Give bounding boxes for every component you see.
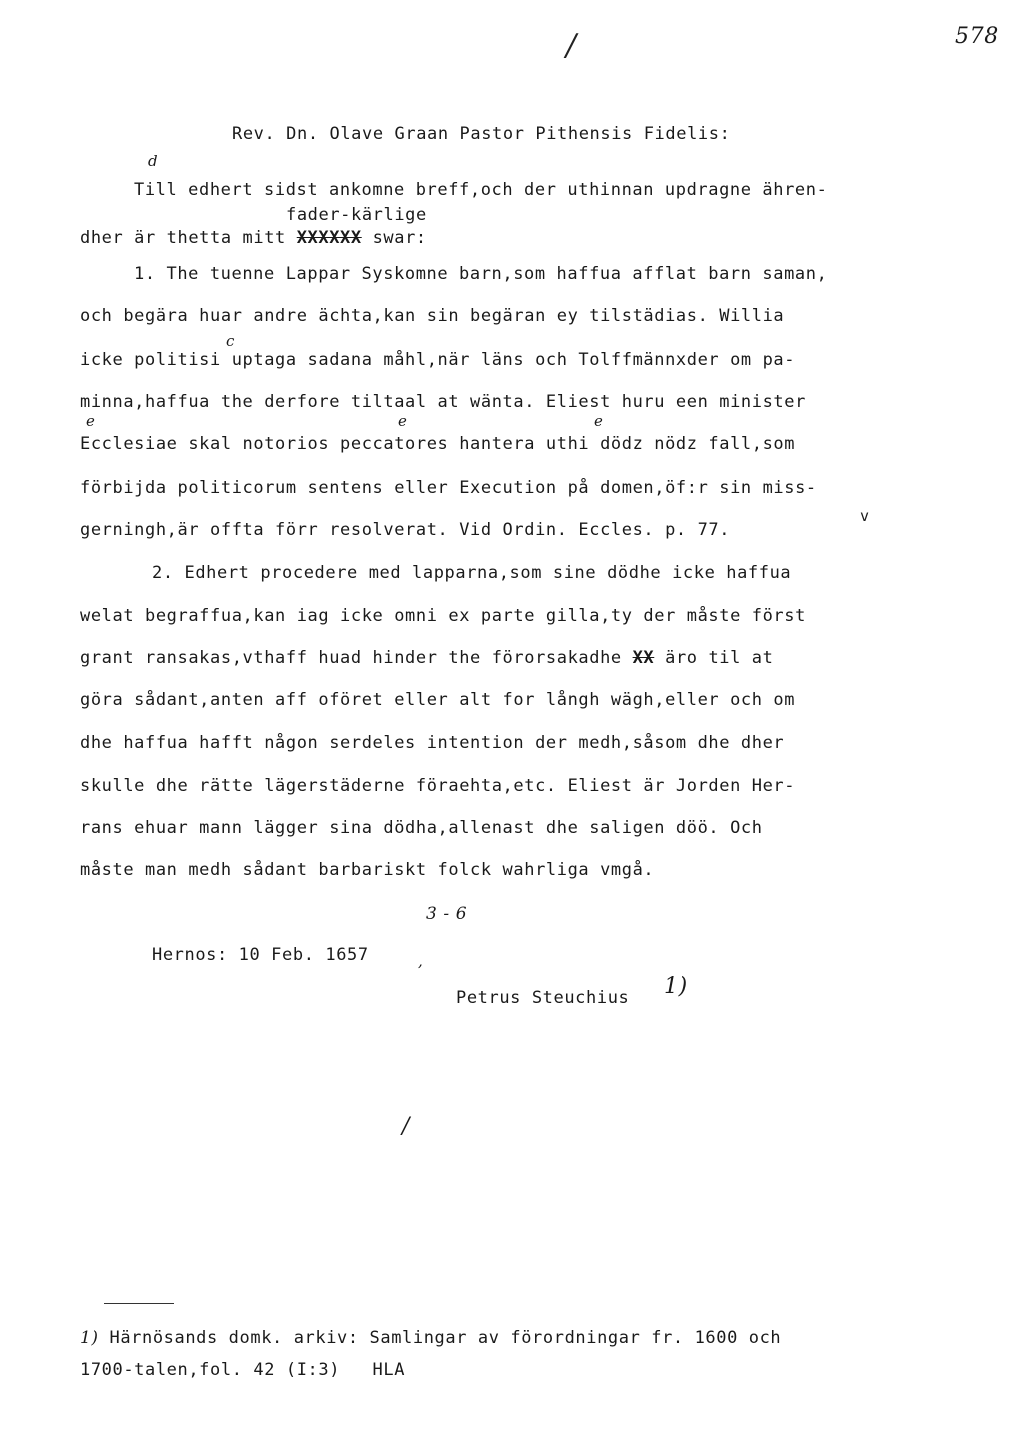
struck-letters: XX <box>632 648 655 668</box>
page-number: 578 <box>955 24 999 49</box>
folio-reference: 3 - 6 <box>426 904 468 924</box>
lower-mark: / <box>402 1114 411 1139</box>
intro-line-2 <box>80 228 427 248</box>
signature: Petrus Steuchius <box>456 988 630 1008</box>
salutation: Rev. Dn. Olave Graan Pastor Pithensis Fidelis: <box>232 124 731 144</box>
point1-line-5: Ecclesiae skal notorios peccatores hantera uthi dödz nödz fall,som <box>80 434 796 454</box>
point2-line-8: måste man medh sådant barbariskt folck wahrliga vmgå. <box>80 860 655 880</box>
intro-insertion: fader-kärlige <box>286 205 427 225</box>
intro-line-2-end: swar: <box>372 228 427 248</box>
intro-line-1: Till edhert sidst ankomne breff,och der uthinnan updragne ähren- <box>134 180 828 200</box>
signature-footnote-mark: 1) <box>664 974 688 999</box>
date-line: Hernos: 10 Feb. 1657 <box>152 945 369 965</box>
corner-mark: / <box>566 28 577 63</box>
footnote-marker: 1) <box>80 1328 99 1348</box>
correction-mark-e1: e <box>86 412 96 430</box>
point1-line-7: gerningh,är offta förr resolverat. Vid Ordin. Eccles. p. 77. <box>80 520 731 540</box>
point2-line-7: rans ehuar mann lägger sina dödha,allenast dhe saligen döö. Och <box>80 818 763 838</box>
point2-line-4: göra sådant,anten aff oföret eller alt for långh wägh,eller och om <box>80 690 796 710</box>
point1-line-4: minna,haffua the derfore tiltaal at wänta. Eliest huru een minister <box>80 392 806 412</box>
point2-line-1: 2. Edhert procedere med lapparna,som sine dödhe icke haffua <box>152 563 792 583</box>
point2-line-3-text: grant ransakas,vthaff huad hinder the förorsakadhe <box>80 648 622 668</box>
correction-mark-e3: e <box>594 412 604 430</box>
correction-mark-c: c <box>226 332 236 350</box>
struck-word: XXXXXX <box>296 228 362 248</box>
point2-line-3-end: äro til at <box>665 648 774 668</box>
footnote-line-2: 1700-talen,fol. 42 (I:3) HLA <box>80 1360 406 1380</box>
correction-mark-e2: e <box>398 412 408 430</box>
footnote-line-1 <box>80 1328 781 1348</box>
point1-line-1: 1. The tuenne Lappar Syskomne barn,som haffua afflat barn saman, <box>134 264 828 284</box>
correction-mark-d: d <box>148 152 159 170</box>
footnote-text-1: Härnösands domk. arkiv: Samlingar av förordningar fr. 1600 och <box>109 1328 782 1348</box>
tick-mark: v <box>860 507 870 525</box>
point1-line-3: icke politisi uptaga sadana måhl,när läns och Tolffmännxder om pa- <box>80 350 796 370</box>
point1-line-6: förbijda politicorum sentens eller Execution på domen,öf:r sin miss- <box>80 478 817 498</box>
intro-line-2-start: dher är thetta mitt <box>80 228 286 248</box>
point2-line-6: skulle dhe rätte lägerstäderne föraehta,etc. Eliest är Jorden Her- <box>80 776 796 796</box>
point1-line-2: och begära huar andre ächta,kan sin begäran ey tilstädias. Willia <box>80 306 785 326</box>
footnote-rule <box>104 1303 174 1304</box>
point2-line-3 <box>80 648 773 668</box>
date-mark: , <box>418 952 424 970</box>
point2-line-2: welat begraffua,kan iag icke omni ex parte gilla,ty der måste först <box>80 606 806 626</box>
point2-line-5: dhe haffua hafft någon serdeles intention der medh,såsom dhe dher <box>80 733 785 753</box>
